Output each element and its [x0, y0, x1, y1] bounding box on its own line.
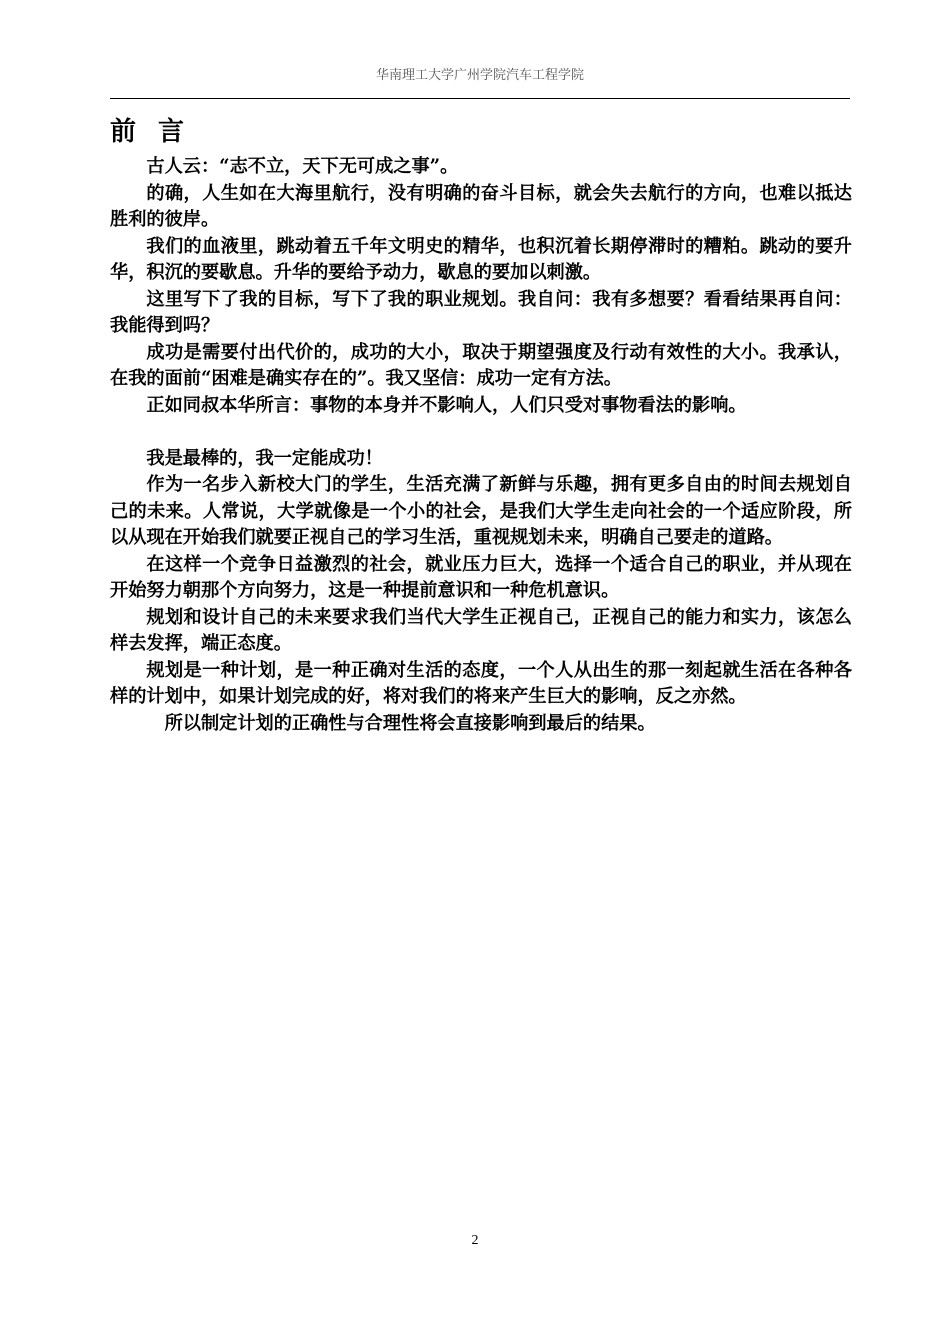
body-text [110, 154, 852, 737]
paragraph: 的确，人生如在大海里航行，没有明确的奋斗目标，就会失去航行的方向，也难以抵达胜利的彼岸。 [110, 182, 852, 230]
header-rule [110, 98, 850, 99]
blank-line [110, 419, 852, 446]
paragraph: 在这样一个竞争日益激烈的社会，就业压力巨大，选择一个适合自己的职业，并从现在开始努力朝那个方向努力，这是一种提前意识和一种危机意识。 [110, 553, 852, 601]
paragraph: 这里写下了我的目标，写下了我的职业规划。我自问：我有多想要？看看结果再自问：我能得到吗？ [110, 288, 852, 336]
paragraph: 古人云：“志不立，天下无可成之事”。 [146, 156, 459, 177]
paragraph: 作为一名步入新校大门的学生，生活充满了新鲜与乐趣，拥有更多自由的时间去规划自己的未来。人常说，大学就像是一个小的社会，是我们大学生走向社会的一个适应阶段，所以从现在开始我们就要正视自己的学习生活，重视规划未来，明确自己要走的道路。 [110, 474, 852, 548]
paragraph: 我们的血液里，跳动着五千年文明史的精华，也积沉着长期停滞时的糟粕。跳动的要升华，积沉的要歇息。升华的要给予动力，歇息的要加以刺激。 [110, 235, 852, 283]
paragraph: 我是最棒的，我一定能成功！ [146, 447, 383, 469]
page-number: 2 [471, 1233, 479, 1248]
section-title: 前言 [110, 117, 207, 147]
paragraph: 规划和设计自己的未来要求我们当代大学生正视自己，正视自己的能力和实力，该怎么样去发挥，端正态度。 [110, 606, 852, 654]
paragraph: 正如同叔本华所言：事物的本身并不影响人，人们只受对事物看法的影响。 [146, 394, 747, 416]
paragraph: 成功是需要付出代价的，成功的大小，取决于期望强度及行动有效性的大小。我承认，在我的面前“困难是确实存在的”。我又坚信：成功一定有方法。 [110, 341, 852, 389]
paragraph: 规划是一种计划，是一种正确对生活的态度，一个人从出生的那一刻起就生活在各种各样的计划中，如果计划完成的好，将对我们的将来产生巨大的影响，反之亦然。 [110, 659, 852, 707]
paragraph: 所以制定计划的正确性与合理性将会直接影响到最后的结果。 [164, 712, 656, 734]
page-header: 华南理工大学广州学院汽车工程学院 [375, 68, 584, 83]
